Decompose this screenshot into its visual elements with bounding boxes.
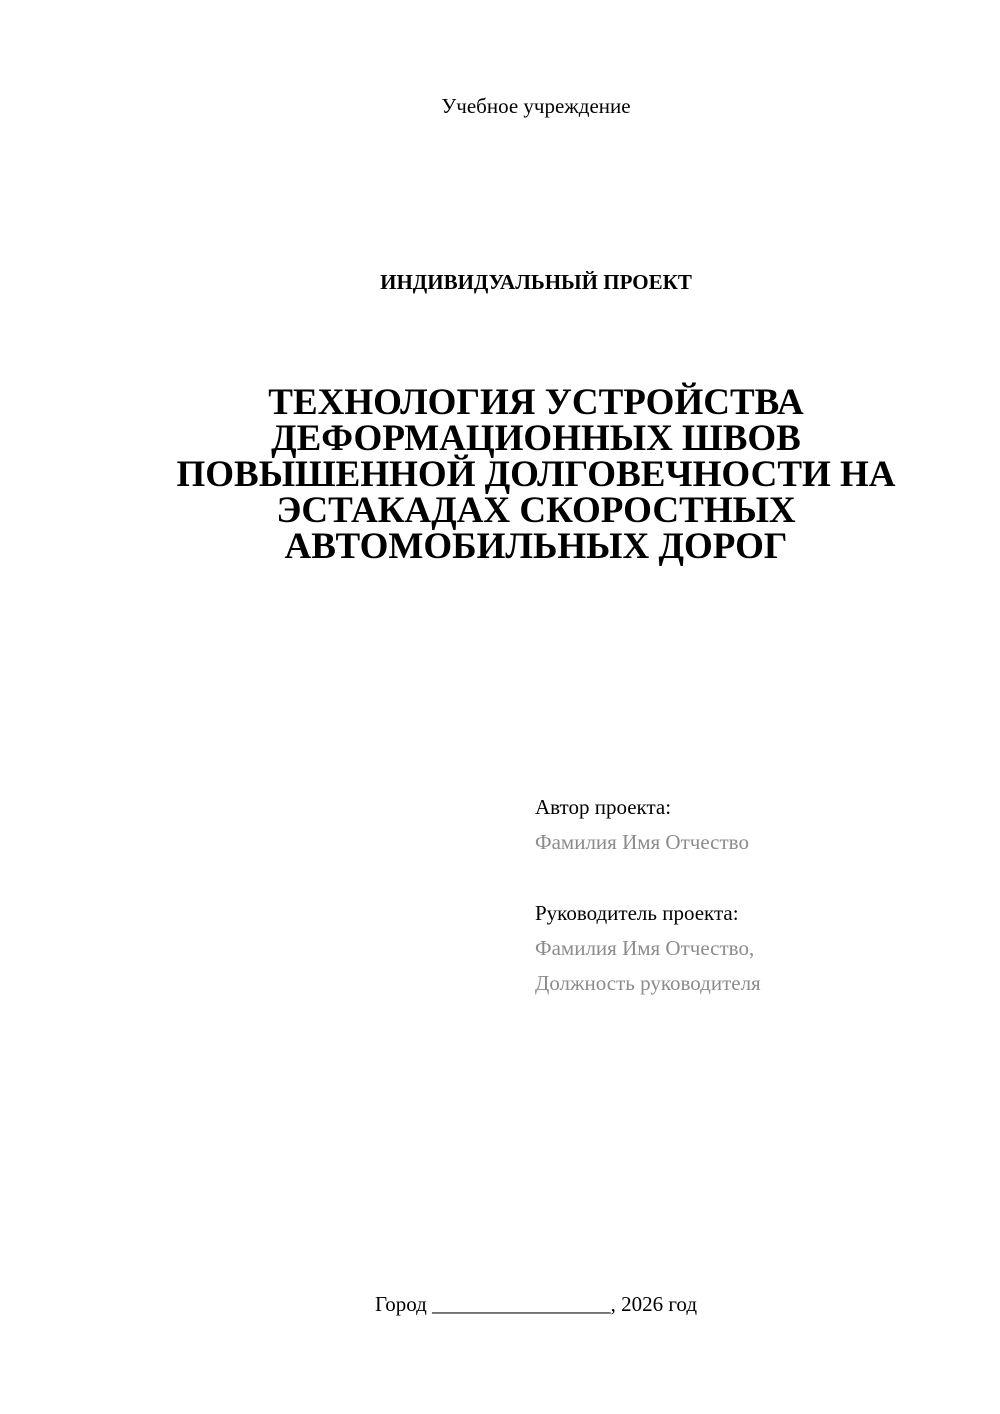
title-line: ДЕФОРМАЦИОННЫХ ШВОВ [271,418,801,459]
people-block [535,790,965,1001]
spacer [535,860,965,896]
institution-name: Учебное учреждение [441,94,631,118]
title-line: АВТОМОБИЛЬНЫХ ДОРОГ [284,526,788,567]
supervisor-position: Должность руководителя [535,971,761,995]
supervisor-name: Фамилия Имя Отчество, [535,936,755,960]
document-title [120,382,952,567]
title-line: ЭСТАКАДАХ СКОРОСТНЫХ [276,490,796,531]
title-line: ПОВЫШЕННОЙ ДОЛГОВЕЧНОСТИ НА [176,454,896,495]
supervisor-label: Руководитель проекта: [535,901,739,925]
title-line: ТЕХНОЛОГИЯ УСТРОЙСТВА [268,382,804,423]
city-year-line: Город _________________, 2026 год [374,1292,698,1316]
document-type: ИНДИВИДУАЛЬНЫЙ ПРОЕКТ [380,270,692,294]
author-label: Автор проекта: [535,795,672,819]
author-name: Фамилия Имя Отчество [535,830,749,854]
